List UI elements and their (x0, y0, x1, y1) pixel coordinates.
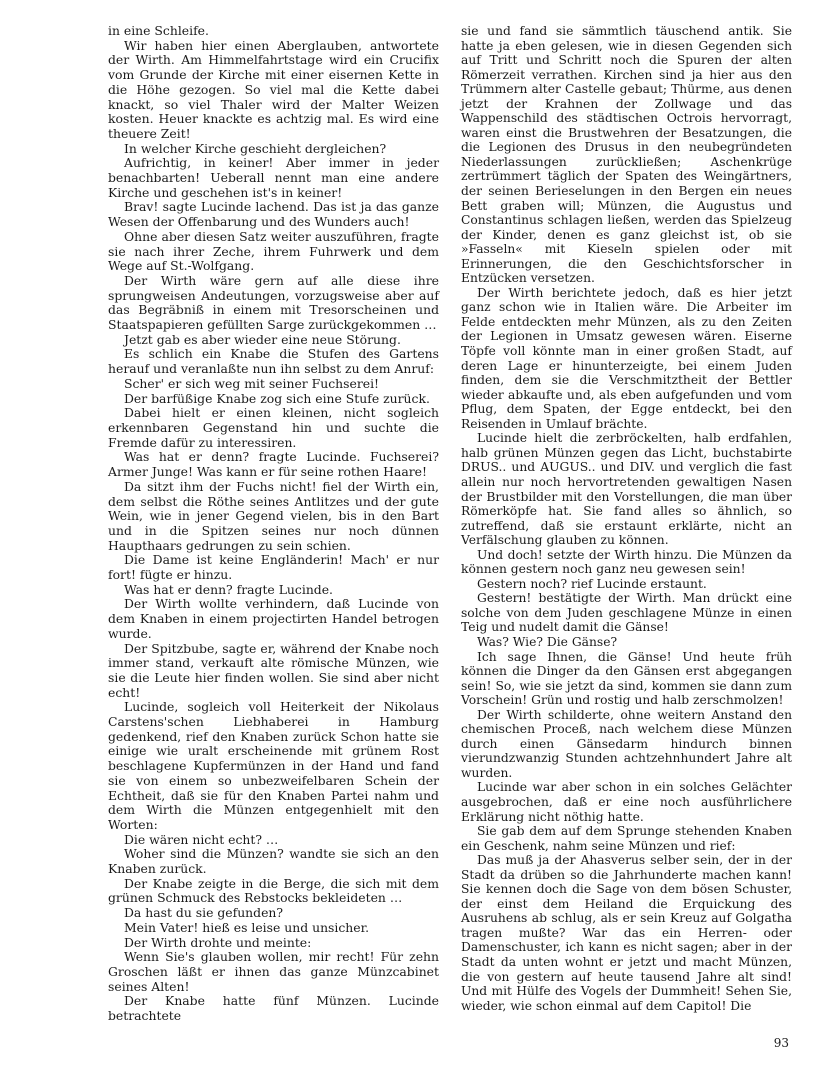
paragraph: in eine Schleife. (108, 23, 209, 38)
paragraph: Was hat er denn? fragte Lucinde. Fuchserei? Armer Junge! Was kann er für seine rothen Haare! (108, 449, 439, 480)
paragraph: Lucinde hielt die zerbröckelten, halb erdfahlen, halb grünen Münzen gegen das Licht, buchstabirte DRUS.. und AUGUS.. und DIV. und verglich die fast allein nur noch hervortretenden gewaltigen Nasen der Brustbilder mit den Vorstellungen, die man über Römerköpfe hat. Sie fand alles so ähnlich, so zutreffend, daß sie erstaunt erklärte, nicht an Verfälschung glauben zu können. (461, 431, 792, 548)
left-text-column (108, 24, 439, 1024)
paragraph: Und doch! setzte der Wirth hinzu. Die Münzen da können gestern noch ganz neu gewesen sein! (461, 547, 792, 577)
paragraph: Sie gab dem auf dem Sprunge stehenden Knaben ein Geschenk, nahm seine Münzen und rief: (461, 824, 792, 853)
paragraph: Was? Wie? Die Gänse? (477, 634, 618, 649)
paragraph: Das muß ja der Ahasverus selber sein, der in der Stadt da drüben so die Jahrhunderte machen kann! Sie kennen doch die Sage von dem bösen Schuster, der einst dem Heiland die Erquickung des Ausruhens ab schlug, als er sein Kreuz auf Golgatha tragen mußte? War das ein Herren- oder Damenschuster, ich kann es nicht sagen; aber in der Stadt da unten wohnt er jetzt und macht Münzen, die von gestern auf heute tausend Jahre alt sind! Und mit Hülfe des Vogels der Dummheit! Sehen Sie, wieder, wie schon einmal auf dem Capitol! Die (461, 853, 792, 1013)
paragraph: sie und fand sie sämmtlich täuschend antik. Sie hatte ja eben gelesen, wie in diesen Gegenden sich auf Tritt und Schritt noch die Spuren der alten Römerzeit verrathen. Kirchen sind ja hier aus den Trümmern alter Castelle gebaut; Thürme, aus denen jetzt der Krahnen der Zollwage und das Wappenschild des städtischen Octrois hervorragt, waren einst die Brustwehren der Besatzungen, die die Legionen des Drusus in den neubegründeten Niederlassungen zurückließen; Aschenkrüge zertrümmert täglich der Spaten des Weingärtners, der seinen Berieselungen in den Bergen ein neues Bett graben will; Münzen, die Augustus und Constantinus schlagen ließen, werden das Spielzeug der Kinder, denen es ganz gleichst ist, ob sie »Fasseln« mit Kieseln spielen oder mit Erinnerungen, die den Geschichtsforscher in Entzücken versetzen. (461, 24, 792, 286)
page-number: 93 (773, 1036, 789, 1050)
paragraph: Dabei hielt er einen kleinen, nicht sogleich erkennbaren Gegenstand hin und suchte die Fremde dafür zu interessiren. (108, 405, 439, 450)
paragraph: Gestern! bestätigte der Wirth. Man drückt eine solche von dem Juden geschlagene Münze in einen Teig und nudelt damit die Gänse! (461, 591, 792, 635)
paragraph: Der Wirth berichtete jedoch, daß es hier jetzt ganz schon wie in Italien wäre. Die Arbeiter im Felde entdeckten mehr Münzen, als zu den Zeiten der Legionen in Umsatz gewesen wären. Eiserne Töpfe voll könnte man in einer großen Stadt, auf deren Lage er hinunterzeigte, bei einem Juden finden, dem sie die Verschmitztheit der Bettler wieder abkaufte und, als eben aufgefunden und vom Pflug, dem Spaten, der Egge entdeckt, bei den Reisenden in Umlauf brächte. (461, 285, 792, 431)
paragraph: Der Wirth schilderte, ohne weitern Anstand den chemischen Proceß, nach welchem diese Münzen durch einen Gänsedarm hindurch binnen vierundzwanzig Stunden achtzehnhundert Jahre alt wurden. (461, 707, 792, 780)
paragraph: Der Spitzbube, sagte er, während der Knabe noch immer stand, verkauft alte römische Münzen, wie sie die Leute hier finden wollen. Sie sind aber nicht echt! (108, 640, 439, 700)
paragraph: Was hat er denn? fragte Lucinde. (124, 581, 334, 597)
paragraph: Woher sind die Münzen? wandte sie sich an den Knaben zurück. (108, 846, 439, 877)
paragraph: Wenn Sie's glauben wollen, mir recht! Für zehn Groschen läßt er ihnen das ganze Münzcabinet seines Alten! (108, 949, 439, 994)
paragraph: Wir haben hier einen Aberglauben, antwortete der Wirth. Am Himmelfahrtstage wird ein Crucifix vom Grunde der Kirche mit einer eisernen Kette in die Höhe gezogen. So viel mal die Kette dabei knackt, so viel Thaler wird der Malter Weizen kosten. Heuer knackte es achtzig mal. Es wird eine theuere Zeit! (108, 37, 439, 141)
paragraph: Da hast du sie gefunden? (124, 905, 284, 921)
paragraph: Lucinde, sogleich voll Heiterkeit der Nikolaus Carstens'schen Liebhaberei in Hamburg gedenkend, rief den Knaben zurück Schon hatte sie einige wie uralt erscheinende mit grünem Rost beschlagene Kupfermünzen in der Hand und fand sie von einem so unbezweifelbaren Schein der Echtheit, daß sie für den Knaben Partei nahm und dem Wirth die Münzen entgegenhielt mit den Worten: (108, 699, 439, 832)
paragraph: Der Knabe hatte fünf Münzen. Lucinde betrachtete (108, 993, 439, 1024)
paragraph: Die wären nicht echt? … (124, 831, 279, 847)
paragraph: In welcher Kirche geschieht dergleichen? (124, 140, 387, 156)
paragraph: Brav! sagte Lucinde lachend. Das ist ja das ganze Wesen der Offenbarung und des Wunders auch! (108, 199, 439, 230)
paragraph: Lucinde war aber schon in ein solches Gelächter ausgebrochen, daß er eine noch ausführlichere Erklärung nicht nöthig hatte. (461, 780, 792, 824)
paragraph: Scher' er sich weg mit seiner Fuchserei! (124, 375, 380, 391)
paragraph: Der Wirth drohte und meinte: (124, 934, 312, 950)
paragraph: Es schlich ein Knabe die Stufen des Gartens herauf und veranlaßte nun ihn selbst zu dem Anruf: (108, 346, 439, 377)
paragraph: Ich sage Ihnen, die Gänse! Und heute früh können die Dinger da den Gänsen erst abgegangen sein! So, wie sie jetzt da sind, kommen sie dann zum Vorschein! Grün und rostig und halb zerschmolzen! (461, 649, 792, 708)
paragraph: Aufrichtig, in keiner! Aber immer in jeder benachbarten! Ueberall nennt man eine andere Kirche und geschehen ist's in keiner! (108, 155, 439, 200)
paragraph: Der Knabe zeigte in die Berge, die sich mit dem grünen Schmuck des Rebstocks bekleideten … (108, 875, 439, 906)
paragraph: Ohne aber diesen Satz weiter auszuführen, fragte sie nach ihrer Zeche, ihrem Fuhrwerk und dem Wege auf St.-Wolfgang. (108, 228, 439, 274)
paragraph: Da sitzt ihm der Fuchs nicht! fiel der Wirth ein, dem selbst die Röthe seines Antlitzes und der gute Wein, wie in jener Gegend vielen, bis in den Bart und in die Spitzen seines nur noch dünnen Haupthaars gedrungen zu sein schien. (108, 478, 439, 553)
paragraph: Der Wirth wäre gern auf alle diese ihre sprungweisen Andeutungen, vorzugsweise aber auf das Begräbniß in einem mit Tresorscheinen und Staatspapieren gefüllten Sarge zurückgekommen … (108, 272, 439, 333)
paragraph: Gestern noch? rief Lucinde erstaunt. (477, 576, 707, 591)
paragraph: Der Wirth wollte verhindern, daß Lucinde von dem Knaben in einem projectirten Handel betrogen wurde. (108, 596, 439, 641)
paragraph: Der barfüßige Knabe zog sich eine Stufe zurück. (124, 390, 430, 406)
paragraph: Die Dame ist keine Engländerin! Mach' er nur fort! fügte er hinzu. (108, 552, 439, 583)
right-text-column (461, 24, 792, 1013)
paragraph: Mein Vater! hieß es leise und unsicher. (124, 919, 370, 935)
paragraph: Jetzt gab es aber wieder eine neue Störung. (124, 331, 401, 347)
